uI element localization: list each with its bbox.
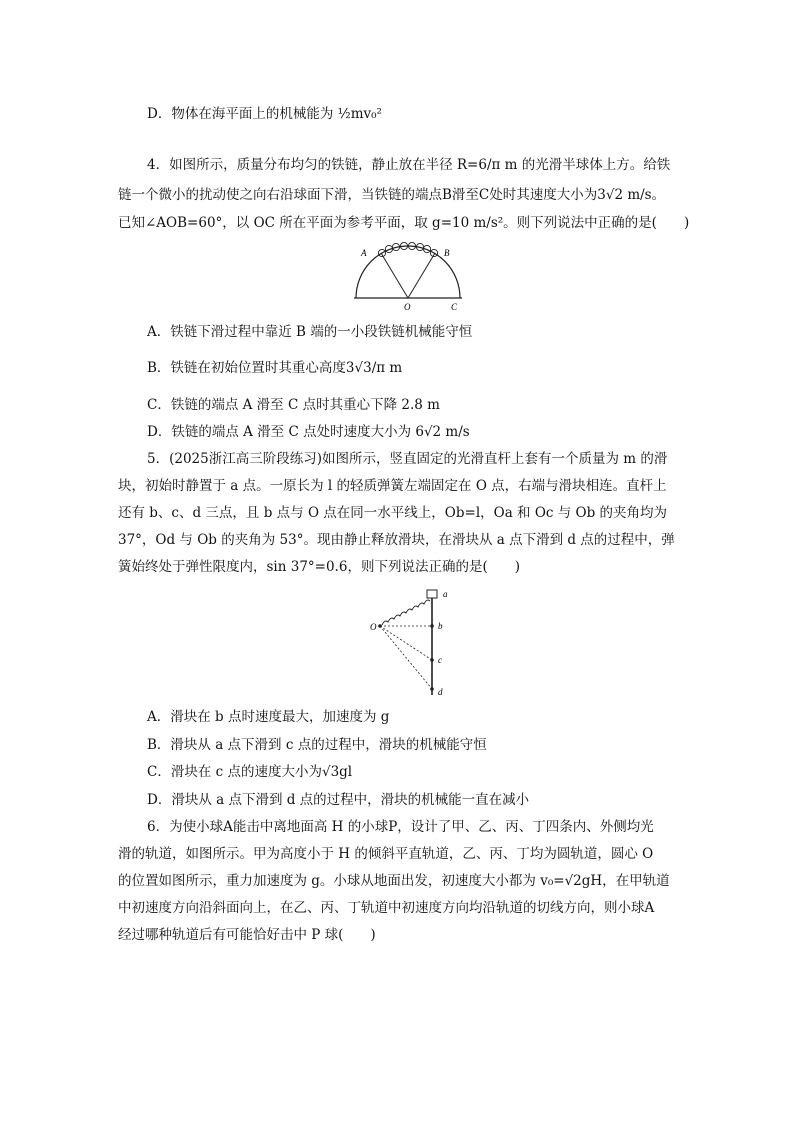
q4-label-b: B (444, 248, 450, 258)
q5-option-b: B．滑块从 a 点下滑到 c 点的过程中，滑块的机械能守恒 (147, 737, 487, 753)
q5-label-c: c (438, 655, 442, 665)
q6-line-1: 6．为使小球A能击中离地面高 H 的小球P，设计了甲、乙、丙、丁四条内、外侧均光 (147, 819, 654, 835)
q4-option-b: B．铁链在初始位置时其重心高度3√3/π m (147, 360, 403, 376)
q5-line-1: 5．(2025浙江高三阶段练习)如图所示，竖直固定的光滑直杆上套有一个质量为 m 的滑 (147, 451, 668, 467)
q5-spring-rod-figure (368, 585, 458, 700)
prev-option-d: D．物体在海平面上的机械能为 ½mv₀² (147, 106, 382, 122)
q5-label-a: a (443, 589, 448, 599)
q4-label-o: O (404, 302, 411, 312)
q4-line-3: 已知∠AOB=60°，以 OC 所在平面为参考平面，取 g=10 m/s²。则下列说法中正确的是( ) (118, 215, 690, 231)
q6-line-3: 的位置如图所示，重力加速度为 g。小球从地面出发，初速度大小都为 v₀=√2gH，在甲轨道 (118, 873, 670, 889)
q4-option-a: A．铁链下滑过程中靠近 B 端的一小段铁链机械能守恒 (147, 324, 473, 340)
q5-option-c: C．滑块在 c 点的速度大小为√3gl (147, 764, 353, 780)
q6-line-5: 经过哪种轨道后有可能恰好击中 P 球( ) (118, 927, 376, 943)
q4-option-c: C．铁链的端点 A 滑至 C 点时其重心下降 2.8 m (147, 397, 440, 413)
q6-line-4: 中初速度方向沿斜面向上，在乙、丙、丁轨道中初速度方向均沿轨道的切线方向，则小球A (118, 900, 655, 916)
q4-line-1: 4．如图所示，质量分布均匀的铁链，静止放在半径 R=6/π m 的光滑半球体上方。给铁 (147, 157, 671, 173)
q4-label-c: C (451, 302, 458, 312)
q5-option-a: A．滑块在 b 点时速度最大，加速度为 g (147, 709, 390, 725)
q5-label-o: O (370, 622, 377, 632)
q4-label-a: A (361, 248, 367, 258)
q5-line-2: 块，初始时静置于 a 点。一原长为 l 的轻质弹簧左端固定在 O 点，右端与滑块相连。直杆上 (118, 478, 667, 494)
q4-option-d: D．铁链的端点 A 滑至 C 点处时速度大小为 6√2 m/s (147, 424, 470, 440)
q5-line-3: 还有 b、c、d 三点，且 b 点与 O 点在同一水平线上，Ob=l，Oa 和 Oc 与 Ob 的夹角均为 (118, 505, 668, 521)
q5-line-4: 37°，Od 与 Ob 的夹角为 53°。现由静止释放滑块，在滑块从 a 点下滑到 d 点的过程中，弹 (118, 532, 675, 548)
q4-line-2: 链一个微小的扰动使之向右沿球面下滑，当铁链的端点B滑至C处时其速度大小为3√2 m/s。 (118, 187, 666, 203)
q6-line-2: 滑的轨道，如图所示。甲为高度小于 H 的倾斜平直轨道，乙、丙、丁均为圆轨道，圆心 O (118, 846, 654, 862)
q5-option-d: D．滑块从 a 点下滑到 d 点的过程中，滑块的机械能一直在减小 (147, 792, 530, 808)
q5-label-d: d (438, 687, 443, 697)
q5-line-5: 簧始终处于弹性限度内，sin 37°=0.6，则下列说法正确的是( ) (118, 559, 520, 575)
q4-hemisphere-figure (352, 238, 464, 312)
q5-label-b: b (438, 621, 443, 631)
